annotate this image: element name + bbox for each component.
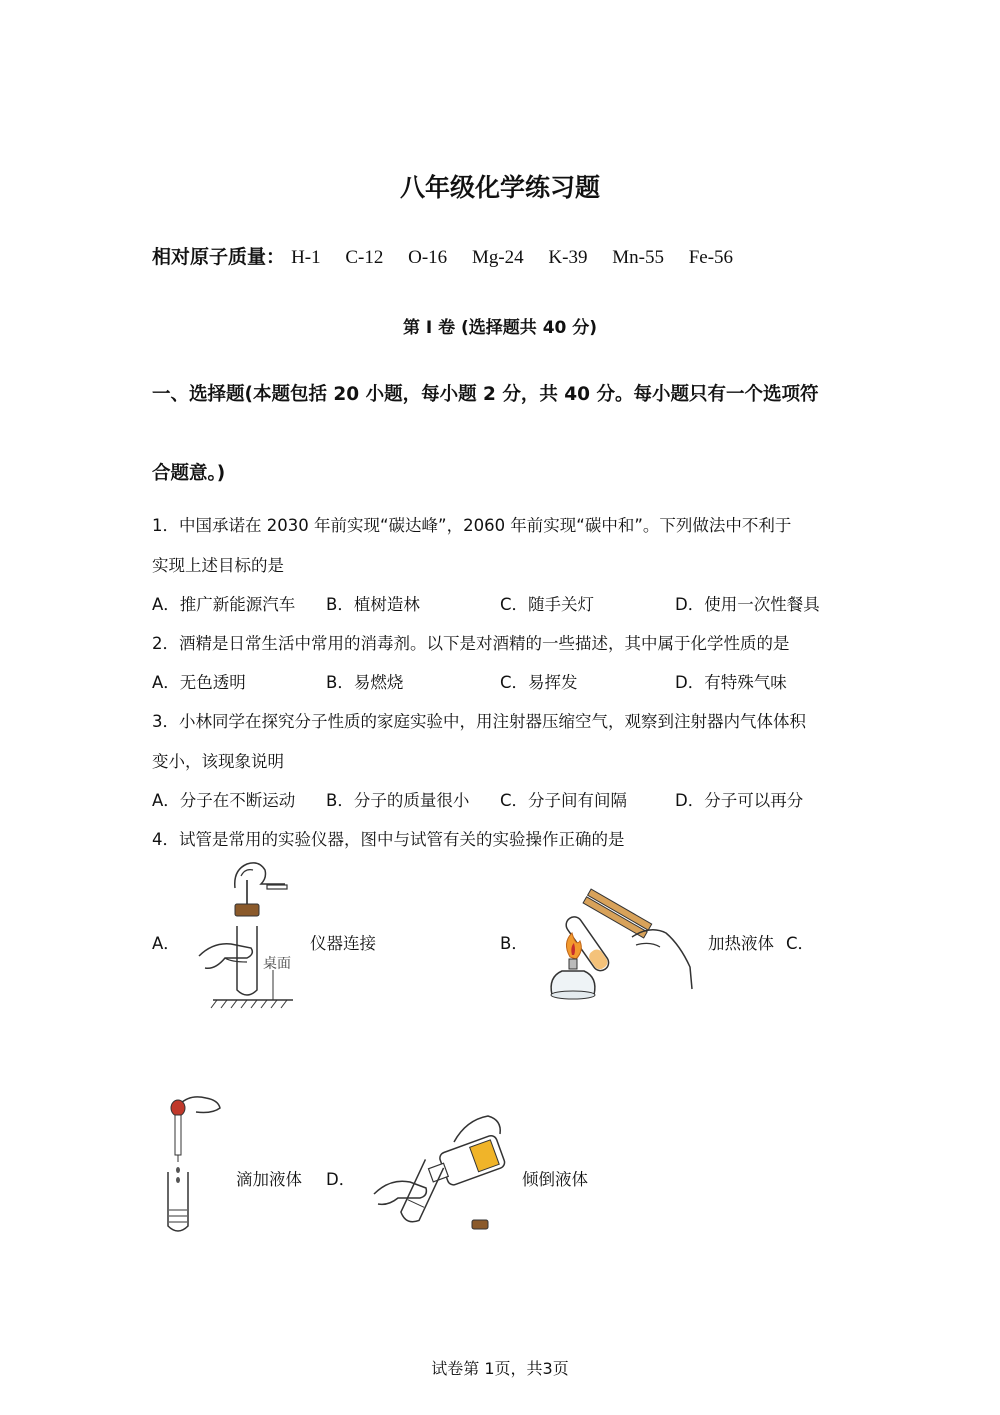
q3-option-c[interactable]: C．分子间有间隔 xyxy=(500,791,628,810)
section-heading-line2: 合题意。) xyxy=(152,463,226,484)
q4-option-a-letter[interactable]: A． xyxy=(152,934,180,953)
atomic-mass-line xyxy=(152,242,753,269)
q1-option-d[interactable]: D．使用一次性餐具 xyxy=(675,595,820,614)
table-surface-label: 桌面 xyxy=(263,956,291,972)
q1-option-a[interactable]: A．推广新能源汽车 xyxy=(152,595,296,614)
q2-option-b[interactable]: B．易燃烧 xyxy=(326,673,404,692)
q3-option-a[interactable]: A．分子在不断运动 xyxy=(152,791,296,810)
atomic-mass-item: H-1 xyxy=(291,247,321,268)
pouring-liquid-illustration xyxy=(370,1110,515,1240)
heating-liquid-illustration xyxy=(540,885,700,1010)
q4-option-b-caption: 加热液体 xyxy=(708,934,774,953)
question-1-stem-cont: 实现上述目标的是 xyxy=(152,556,284,575)
atomic-mass-item: Mn-55 xyxy=(612,247,664,268)
atomic-mass-item: K-39 xyxy=(548,247,588,268)
volume-heading: 第 I 卷 (选择题共 40 分) xyxy=(402,318,598,338)
atomic-mass-item: C-12 xyxy=(345,247,384,268)
question-1-stem: 1．中国承诺在 2030 年前实现“碳达峰”，2060 年前实现“碳中和”。下列做法中不利于 xyxy=(152,516,792,535)
question-2-stem: 2．酒精是日常生活中常用的消毒剂。以下是对酒精的一些描述，其中属于化学性质的是 xyxy=(152,634,790,653)
q3-option-b[interactable]: B．分子的质量很小 xyxy=(326,791,470,810)
test-tube-connection-illustration xyxy=(195,858,305,1013)
q2-option-d[interactable]: D．有特殊气味 xyxy=(675,673,787,692)
atomic-mass-label: 相对原子质量： xyxy=(152,246,286,268)
q4-option-d-caption: 倾倒液体 xyxy=(522,1170,588,1189)
q4-option-b-letter[interactable]: B． xyxy=(500,934,528,953)
section-heading-line1: 一、选择题(本题包括 20 小题，每小题 2 分，共 40 分。每小题只有一个选项符 xyxy=(152,384,819,405)
atomic-mass-item: Fe-56 xyxy=(688,247,734,268)
dropping-liquid-illustration xyxy=(160,1092,230,1237)
question-4-stem: 4．试管是常用的实验仪器，图中与试管有关的实验操作正确的是 xyxy=(152,830,625,849)
page-footer: 试卷第 1页，共3页 xyxy=(431,1359,569,1378)
q2-option-c[interactable]: C．易挥发 xyxy=(500,673,578,692)
atomic-mass-item: O-16 xyxy=(408,247,448,268)
q4-option-a-caption: 仪器连接 xyxy=(310,934,376,953)
q4-option-d-letter[interactable]: D． xyxy=(326,1170,356,1189)
q2-option-a[interactable]: A．无色透明 xyxy=(152,673,246,692)
atomic-mass-item: Mg-24 xyxy=(471,247,524,268)
question-3-stem: 3．小林同学在探究分子性质的家庭实验中，用注射器压缩空气，观察到注射器内气体体积 xyxy=(152,712,806,731)
q1-option-c[interactable]: C．随手关灯 xyxy=(500,595,595,614)
q3-option-d[interactable]: D．分子可以再分 xyxy=(675,791,804,810)
page-title: 八年级化学练习题 xyxy=(399,173,600,202)
q4-option-c-caption: 滴加液体 xyxy=(236,1170,302,1189)
q4-option-c-letter[interactable]: C． xyxy=(786,934,815,953)
question-3-stem-cont: 变小，该现象说明 xyxy=(152,752,284,771)
q1-option-b[interactable]: B．植树造林 xyxy=(326,595,420,614)
